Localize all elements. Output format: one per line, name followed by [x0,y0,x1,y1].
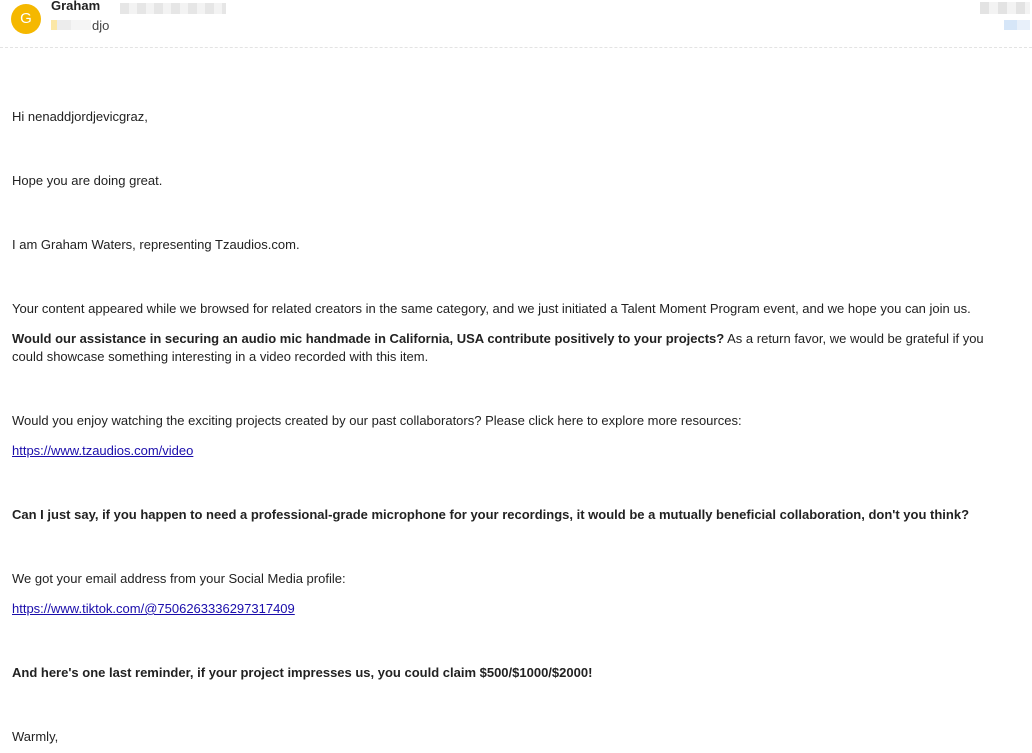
content-line: Your content appeared while we browsed for related creators in the same category, and we just initiated a Talent Moment Program event, and we hope you can join us. [12,301,971,316]
question-rest: As a return favor, we would be grateful if you could showcase something interesting in a video recorded with this item. [12,331,984,364]
reminder-line: And here's one last reminder, if your project impresses us, you could claim $500/$1000/$2000! [12,665,593,680]
intro-line: I am Graham Waters, representing Tzaudios.com. [12,237,300,252]
sender-avatar[interactable]: G [11,4,41,34]
hope-line: Hope you are doing great. [12,173,163,188]
email-header [0,0,1032,48]
redacted-sender-email [120,3,226,14]
tiktok-link-paragraph [12,600,1008,618]
email-source-line: We got your email address from your Social Media profile: [12,571,346,586]
recipient-row [51,17,109,33]
tiktok-link[interactable]: https://www.tiktok.com/@7506263336297317409 [12,601,295,616]
watch-line: Would you enjoy watching the exciting projects created by our past collaborators? Please click here to explore more resources: [12,413,742,428]
greeting: Hi nenaddjordjevicgraz, [12,109,148,124]
video-link[interactable]: https://www.tzaudios.com/video [12,443,194,458]
redacted-date [980,2,1030,14]
signoff: Warmly, [12,729,59,744]
question-bold: Would our assistance in securing an audio mic handmade in California, USA contribute positively to your projects? [12,331,725,346]
question-paragraph [12,330,1008,366]
video-link-paragraph [12,442,1008,460]
mic-question-line: Can I just say, if you happen to need a professional-grade microphone for your recordings, it would be a mutually beneficial collaboration, don't you think? [12,507,970,522]
sender-name[interactable]: Graham [51,0,101,13]
redacted-action [1004,20,1030,30]
recipient-suffix: djo [92,17,110,33]
redacted-recipient [51,20,91,30]
